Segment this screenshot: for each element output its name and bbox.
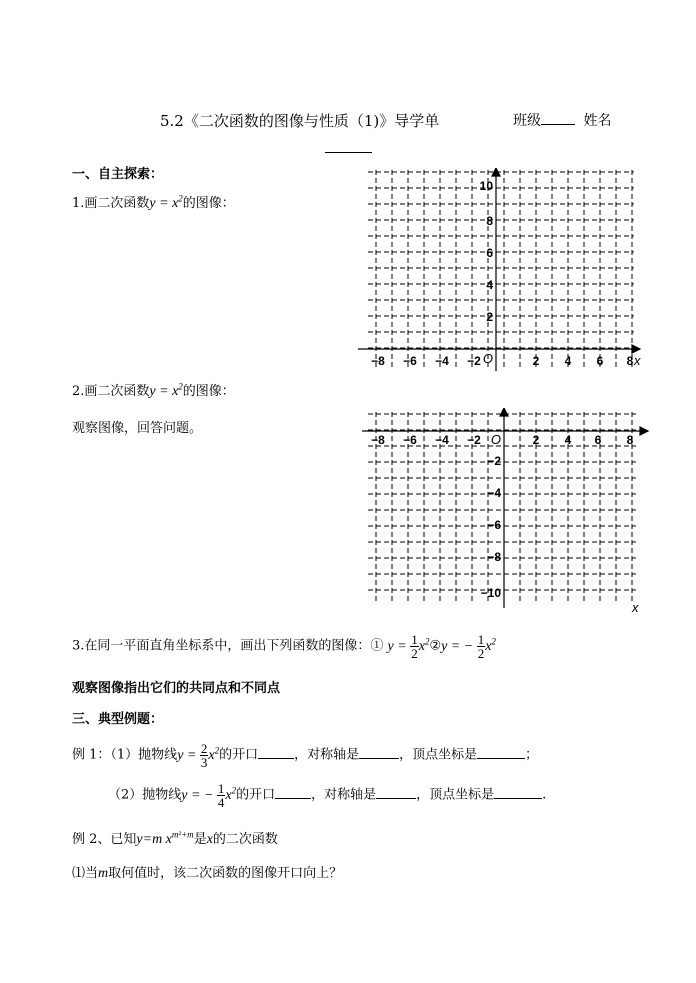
ex1-p1-formula: y = $\frac{2}{3}$ $x^2$ <box>177 741 220 770</box>
x-axis-arrow-icon <box>632 345 640 353</box>
x-axis-arrow-icon <box>640 427 648 435</box>
x-tick-label: −6 <box>403 433 417 447</box>
example-1-part-1: 例 1：（1）抛物线y = $\frac{2}{3}$ $x^2$的开口 ，对称轴是 ，顶点坐标是 ； <box>72 741 539 770</box>
x-tick-label: 4 <box>564 354 572 368</box>
ex1-p1-vertex-blank[interactable] <box>477 746 525 759</box>
q2-prefix: 2.画二次函数 <box>72 384 150 399</box>
title-text: 5.2《二次函数的图像与性质（1)》导学单 <box>160 112 440 130</box>
ex1-p2-vertex-blank[interactable] <box>494 786 542 799</box>
x-tick-label: 6 <box>594 433 602 447</box>
q2-formula: $y = x^2$ <box>149 381 183 399</box>
x-tick-label: 2 <box>532 354 540 368</box>
q3-formula-1: y = $\frac{1}{2}$ $x^2$ <box>387 632 430 661</box>
coordinate-grid-2[interactable] <box>356 408 651 618</box>
x-tick-label: −4 <box>435 354 449 368</box>
x-axis-label: x <box>634 353 641 368</box>
question-3 <box>72 633 496 660</box>
x-tick-label: 8 <box>626 354 634 368</box>
class-field <box>513 110 611 130</box>
example-2: 例 2、已知y=m $x^{m^2+m}$是x的二次函数 <box>72 829 278 847</box>
x-tick-label: 8 <box>626 433 634 447</box>
ex2-q1-var: m <box>98 866 109 881</box>
origin-label: O <box>490 432 501 447</box>
q1-formula: $y = x^2$ <box>149 193 183 211</box>
ex1-p2-opening-blank[interactable] <box>275 786 311 799</box>
ex1-p1-prefix: （1）抛物线 <box>110 747 178 763</box>
y-tick-label: −2 <box>487 454 501 468</box>
q3-mid: ② <box>429 638 442 654</box>
x-tick-label: −6 <box>403 354 417 368</box>
question-2 <box>72 380 235 400</box>
q1-prefix: 1.画二次函数 <box>72 196 150 211</box>
x-tick-label: 2 <box>532 433 540 447</box>
page-title <box>160 110 439 131</box>
ex2-q1-prefix: ⑴当 <box>72 866 99 881</box>
coordinate-grid-1[interactable] <box>356 168 646 373</box>
question-1 <box>72 192 235 212</box>
y-tick-label: 10 <box>479 179 493 193</box>
ex1-label: 例 1： <box>72 747 111 763</box>
example-2-question-1 <box>72 862 342 882</box>
y-tick-label: 4 <box>486 278 493 292</box>
y-tick-label: 2 <box>486 310 493 324</box>
example-1-part-2: （2）抛物线y = − $\frac{1}{4}$ $x^2$的开口 ，对称轴是 ，顶点坐标是 . <box>108 781 547 810</box>
origin-label: O <box>482 351 493 366</box>
class-blank[interactable] <box>541 112 575 125</box>
ex1-p1-axis-blank[interactable] <box>359 746 399 759</box>
ex1-p2-axis-blank[interactable] <box>376 786 416 799</box>
x-tick-label: 4 <box>564 433 572 447</box>
y-tick-label: 6 <box>486 246 493 260</box>
ex1-p2-prefix: （2）抛物线 <box>108 787 182 803</box>
y-axis-arrow-icon <box>500 408 508 416</box>
name-blank[interactable] <box>325 140 372 153</box>
x-tick-label: −8 <box>371 433 385 447</box>
ex2-formula: y=m $x^{m^2+m}$ <box>136 829 194 847</box>
ex2-prefix: 例 2、已知 <box>72 832 137 847</box>
observe-diff: 观察图像指出它们的共同点和不同点 <box>72 681 281 696</box>
x-axis-label: x <box>632 600 639 615</box>
x-tick-label: −8 <box>371 354 385 368</box>
y-tick-label: −10 <box>480 586 501 600</box>
y-tick-label: −6 <box>487 518 501 532</box>
name-label: 姓名 <box>583 113 612 129</box>
q3-formula-2: y = − $\frac{1}{2}$ $x^2$ <box>441 632 496 661</box>
x-tick-label: −2 <box>467 354 481 368</box>
q2-suffix: 的图像： <box>182 384 235 399</box>
section1-heading: 一、自主探索： <box>72 167 164 182</box>
x-tick-label: −4 <box>435 433 449 447</box>
y-tick-label: −4 <box>487 486 501 500</box>
ex1-p2-formula: y = − $\frac{1}{4}$ $x^2$ <box>181 781 237 810</box>
x-tick-label: −2 <box>467 433 481 447</box>
section3-heading: 三、典型例题： <box>72 712 164 727</box>
q1-suffix: 的图像： <box>182 196 235 211</box>
ex1-p1-opening-blank[interactable] <box>258 746 294 759</box>
observe-text: 观察图像，回答问题。 <box>72 421 203 436</box>
ex2-q1-suffix: 取何值时，该二次函数的图像开口向上？ <box>108 866 343 881</box>
x-tick-label: 6 <box>596 354 604 368</box>
ex2-var: x <box>206 832 213 847</box>
y-tick-label: 8 <box>486 214 493 228</box>
q3-prefix: 3.在同一平面直角坐标系中，画出下列函数的图像：① <box>72 638 384 654</box>
class-label: 班级 <box>513 113 541 129</box>
y-tick-label: −8 <box>487 550 501 564</box>
